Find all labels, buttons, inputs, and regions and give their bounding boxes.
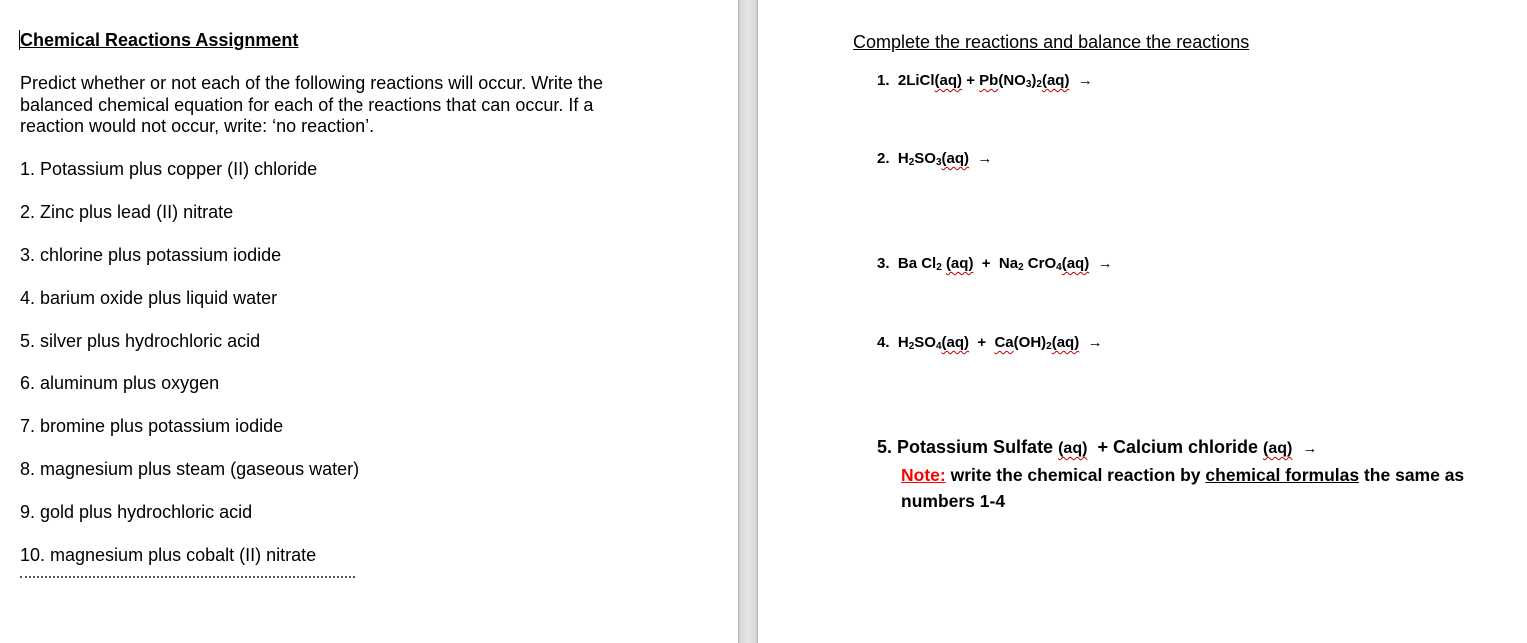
reaction-5: 5. Potassium Sulfate (aq) + Calcium chloride (aq) →: [877, 437, 1318, 457]
note-paragraph: Note: write the chemical reaction by chemical formulas the same as numbers 1-4: [901, 465, 1465, 511]
page-gutter: [738, 0, 758, 643]
arrow-icon: →: [977, 150, 993, 167]
question-1: 1. Potassium plus copper (II) chloride: [20, 159, 318, 179]
reactions-heading: Complete the reactions and balance the reactions: [853, 32, 1250, 52]
arrow-icon: →: [1077, 72, 1093, 89]
arrow-icon: →: [1087, 334, 1103, 351]
reaction-3: 3. Ba $Cl_2$ $(aq) + Na_2$ CrO$_4$(aq) →: [877, 255, 1113, 273]
dotted-separator: [20, 576, 355, 578]
arrow-icon: →: [1097, 255, 1113, 272]
spellcheck-underline: (aq): [934, 72, 963, 89]
question-5: 5. silver plus hydrochloric acid: [20, 331, 261, 351]
question-3: 3. chlorine plus potassium iodide: [20, 245, 282, 265]
note-label: Note:: [901, 465, 946, 485]
question-6: 6. aluminum plus oxygen: [20, 373, 220, 393]
reaction-4: 4. $H_2SO_4(aq) + Ca(OH)_2(aq)$ →: [877, 334, 1103, 352]
document-title: Chemical Reactions Assignment: [20, 30, 299, 50]
question-4: 4. barium oxide plus liquid water: [20, 288, 278, 308]
note-emphasis: chemical formulas: [1205, 465, 1360, 485]
right-document-page[interactable]: [758, 0, 1527, 643]
question-8: 8. magnesium plus steam (gaseous water): [20, 459, 360, 479]
arrow-icon: →: [1302, 440, 1318, 457]
reaction-2: 2. $H_2SO_3(aq)$ →: [877, 150, 993, 168]
question-2: 2. Zinc plus lead (II) nitrate: [20, 202, 234, 222]
instructions-paragraph: Predict whether or not each of the following reactions will occur. Write the balanced chemical equation for each of the reactions that can occur. If a reaction would not occur, write: ‘no reaction’.: [20, 73, 603, 136]
left-document-page[interactable]: [0, 0, 738, 643]
question-9: 9. gold plus hydrochloric acid: [20, 502, 253, 522]
reaction-1: 1. 2LiCl(aq) + $Pb(NO_3)_2(aq)$ →: [877, 72, 1093, 90]
question-10: 10. magnesium plus cobalt (II) nitrate: [20, 545, 317, 565]
question-7: 7. bromine plus potassium iodide: [20, 416, 284, 436]
